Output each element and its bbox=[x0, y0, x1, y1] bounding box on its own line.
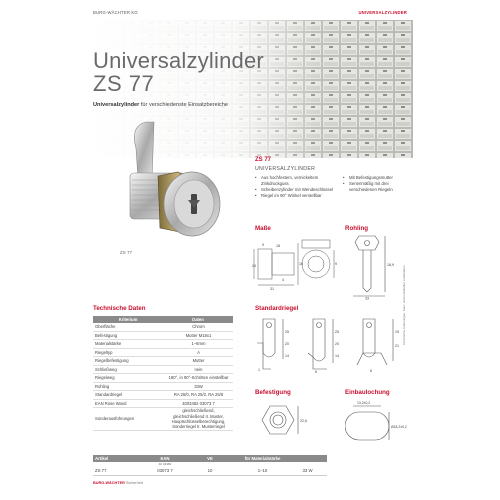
column-header: Kriterium bbox=[118, 317, 138, 322]
cell-value: 4003482 03073 7 bbox=[182, 400, 215, 406]
table-row bbox=[93, 332, 233, 341]
rohling-heading: Rohling bbox=[345, 225, 369, 232]
dim-label: 25 bbox=[285, 330, 289, 334]
ean-prefix: 40 03482 bbox=[158, 462, 172, 466]
table-row bbox=[93, 383, 233, 392]
column-header: EAN bbox=[160, 456, 170, 461]
column-header: für Materialstärke bbox=[244, 456, 281, 461]
befestigung-drawing bbox=[258, 398, 318, 446]
dim-label: 4 bbox=[282, 278, 284, 282]
feature-subheading: UNIVERSALZYLINDER bbox=[255, 166, 316, 172]
dim-label: 25 bbox=[335, 330, 339, 334]
cell-label: Schließweg bbox=[95, 366, 117, 372]
table-row bbox=[93, 340, 233, 349]
cell-label: Riegelbefestigung bbox=[95, 358, 129, 363]
cell-line: Sonderriegel II. Musterriegel bbox=[172, 424, 225, 430]
dim-label: 18,9 bbox=[387, 263, 394, 267]
dim-label: 14 bbox=[285, 354, 289, 358]
page-title: Universalzylinder bbox=[93, 48, 264, 73]
befestigung-heading: Befestigung bbox=[255, 389, 291, 396]
footer-tagline: Sicherheit bbox=[124, 481, 143, 485]
masse-drawing bbox=[252, 235, 342, 297]
dim-label: 9 bbox=[262, 243, 264, 247]
dim-label: 20 bbox=[335, 342, 339, 346]
table-row bbox=[93, 374, 233, 383]
order-table bbox=[93, 455, 327, 476]
feature-item: • Scheibenzylinder mit Wendeschlüssel bbox=[255, 187, 335, 193]
feature-heading: ZS 77 bbox=[255, 157, 272, 163]
order-table-header bbox=[93, 455, 327, 462]
dim-label: 22,6 bbox=[300, 419, 307, 423]
cell-label: Rohling bbox=[95, 383, 110, 389]
cell-label: Riegeltyp bbox=[95, 349, 113, 355]
einbaulochung-heading: Einbaulochung bbox=[345, 389, 390, 396]
title-block bbox=[93, 50, 264, 108]
dim-label: 13,2±0,2 bbox=[357, 401, 371, 405]
dim-label: 33 bbox=[365, 296, 369, 300]
feature-list-2 bbox=[343, 175, 413, 193]
masse-heading: Maße bbox=[255, 225, 271, 232]
standardriegel-drawing bbox=[253, 313, 410, 375]
column-header: Daten bbox=[192, 317, 204, 322]
dim-label: Ø18,2±0,2 bbox=[391, 425, 407, 429]
table-row bbox=[93, 391, 233, 400]
header-company: BURG-WÄCHTER KG bbox=[93, 10, 138, 15]
cell-value: Mutter M18x1 bbox=[185, 332, 212, 338]
technische-daten-heading: Technische Daten bbox=[93, 305, 146, 312]
dim-label: 14 bbox=[335, 354, 339, 358]
footer-brand bbox=[93, 481, 143, 485]
rohling-drawing bbox=[345, 232, 410, 300]
cell-label: Befestigung bbox=[95, 332, 118, 338]
model-title: ZS 77 bbox=[93, 71, 155, 96]
dimension-drawing-icon bbox=[252, 235, 342, 297]
feature-item: • Aus hochfestem, vernickeltem Zinkdruckguss bbox=[255, 175, 335, 186]
product-caption: ZS 77 bbox=[120, 250, 133, 255]
cell-label: Materialstärke bbox=[95, 341, 122, 346]
table-row bbox=[93, 323, 233, 332]
standardriegel-heading: Standardriegel bbox=[255, 305, 299, 312]
cell-value: 1–6mm bbox=[191, 341, 206, 346]
subtitle-bold: Universalzylinder bbox=[93, 102, 140, 108]
cell-value: Mutter bbox=[192, 358, 205, 363]
cell-line: gleichschließend II. Muster, bbox=[173, 413, 224, 419]
hex-nut-icon bbox=[258, 398, 318, 446]
cell-line: gleichschließend, bbox=[182, 408, 215, 414]
dim-label: 20 bbox=[285, 342, 289, 346]
dim-label: 21 bbox=[395, 344, 399, 348]
product-image bbox=[108, 118, 233, 258]
cell-value: A bbox=[197, 349, 200, 355]
einbaulochung-drawing bbox=[345, 398, 410, 448]
column-header bbox=[290, 455, 325, 462]
table-row bbox=[93, 400, 233, 409]
table-row bbox=[93, 408, 233, 431]
cell-blank: 33 W bbox=[302, 468, 313, 473]
cell-line: Hauptschlüsselberechtigung, bbox=[171, 419, 226, 424]
mounting-hole-icon bbox=[345, 398, 410, 448]
cell-label: Oberfläche bbox=[95, 324, 116, 329]
cell-value: Chrom bbox=[192, 324, 205, 329]
dim-label: 15 bbox=[299, 262, 303, 266]
cam-riegel-icon bbox=[253, 313, 410, 375]
header-category: UNIVERSALZYLINDER bbox=[358, 10, 407, 15]
dim-label: 6 bbox=[315, 370, 317, 374]
tech-data-table bbox=[93, 316, 233, 431]
cell-ve: 10 bbox=[207, 468, 213, 473]
column-header: VE bbox=[207, 456, 213, 461]
dim-label: 18 bbox=[276, 244, 280, 248]
side-note: Technische Änderungen, Satz- und Druckfehler vorbehalten bbox=[402, 265, 406, 345]
dim-label: 19 bbox=[395, 330, 399, 334]
page-subtitle bbox=[93, 102, 264, 108]
dim-label: 31 bbox=[270, 287, 274, 291]
dim-label: 9 bbox=[335, 262, 337, 266]
cell-label: Sonderausführungen bbox=[95, 416, 135, 422]
cell-value: nein bbox=[194, 366, 203, 372]
cell-article: ZS 77 bbox=[95, 468, 107, 473]
cam-lock-icon bbox=[108, 118, 233, 258]
table-row bbox=[93, 467, 327, 476]
cell-label: EAN Rose Wand bbox=[95, 400, 127, 406]
cell-ean: 03073 7 bbox=[157, 468, 173, 473]
dim-label: 24 bbox=[252, 264, 256, 268]
cell-label: Standardriegel bbox=[95, 392, 123, 397]
cell-value: RA 25/0, RA 25/2, RA 25/6 bbox=[173, 392, 224, 397]
dim-label: 1 bbox=[258, 368, 260, 372]
column-header: Artikel bbox=[95, 456, 109, 461]
feature-item: • Riegel im 90° Winkel verstellbar bbox=[255, 193, 335, 199]
table-header bbox=[93, 316, 233, 323]
feature-item: • Mit Befestigungsmutter bbox=[343, 175, 413, 181]
cell-label: Riegelweg bbox=[95, 375, 115, 380]
cell-value: 180°, in 90°-Schritten einstellbar bbox=[168, 375, 229, 380]
dim-label: 6 bbox=[370, 369, 372, 373]
cell-value: 33W bbox=[194, 383, 203, 389]
cell-value bbox=[164, 408, 233, 430]
subtitle-rest: für verschiedenste Einsatzbereiche bbox=[139, 102, 228, 108]
footer-brand-name: BURG-WÄCHTER bbox=[93, 481, 125, 485]
table-row bbox=[93, 366, 233, 375]
feature-item: • Serienmäßig mit drei verschiedenen Riegeln bbox=[343, 181, 413, 192]
table-row bbox=[93, 349, 233, 358]
table-row bbox=[93, 357, 233, 366]
cell-material: 1–10 bbox=[257, 468, 268, 473]
key-blank-icon bbox=[345, 232, 410, 300]
feature-list-1 bbox=[255, 175, 335, 199]
